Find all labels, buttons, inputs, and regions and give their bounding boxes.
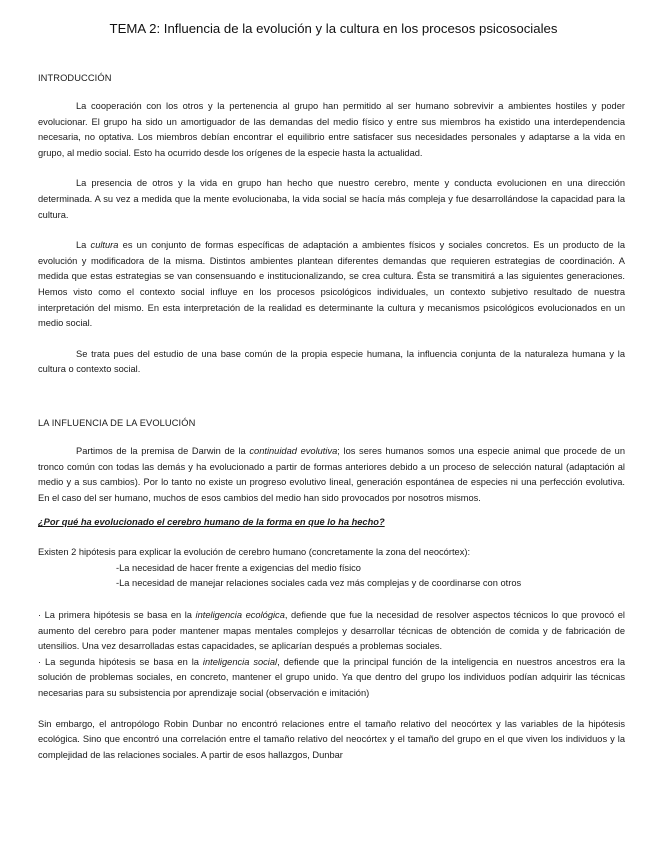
text-fragment: · La primera hipótesis se basa en la bbox=[38, 610, 196, 621]
text-fragment: , defiende que fue la necesidad de resolver aspectos técnicos lo que provocó el aumento del cerebro para poder mantener mapas mentales complejos y desarrollar técnicas de obtención de comida y de fabricación de utensilios. Una vez desarrolladas estas capacidades, se aplicarían después a problemas sociales. bbox=[38, 610, 625, 652]
paragraph-intro-2: La presencia de otros y la vida en grupo han hecho que nuestro cerebro, mente y conducta evolucionen en una dirección determinada. A su vez a medida que la mente evolucionaba, la vida social se hacía más compleja y fue desarrollándose la capacidad para la cultura. bbox=[38, 178, 625, 220]
text-fragment: Partimos de la premisa de Darwin de la bbox=[76, 445, 250, 456]
list-item: -La necesidad de manejar relaciones sociales cada vez más complejas y de coordinarse con otros bbox=[116, 578, 522, 589]
emphasis-continuidad-evolutiva: continuidad evolutiva bbox=[249, 445, 338, 456]
paragraph-intro-1: La cooperación con los otros y la pertenencia al grupo han permitido al ser humano sobrevivir a ambientes hostiles y poder evolucionar. El grupo ha sido un amortiguador de las demandas del medio físico y entre sus miembros ha existido una interdependencia necesaria, no optativa. Los miembros debían encontrar el equilibrio entre satisfacer sus necesidades personales y adaptarse a la vida en grupo, al medio social. Esto ha ocurrido desde los orígenes de la especie hasta la actualidad. bbox=[38, 101, 625, 158]
section-heading-evolucion: LA INFLUENCIA DE LA EVOLUCIÓN bbox=[38, 417, 196, 428]
paragraph-hypotheses-intro: Existen 2 hipótesis para explicar la evolución de cerebro humano (concretamente la zona del neocórtex): bbox=[38, 547, 471, 558]
paragraph-evolucion-1 bbox=[38, 444, 625, 506]
text-fragment: · La segunda hipótesis se basa en la bbox=[38, 656, 203, 667]
paragraph-hypothesis-social bbox=[38, 655, 625, 702]
text-fragment: ; los seres humanos somos una especie animal que procede de un tronco común con todas las demás y ha evolucionado a partir de formas anteriores debido a un proceso de selección natural (adaptación al medio y a sus cambios). Por lo tanto no existe un progreso evolutivo lineal, generación espontánea de especies ni una perfección evolutiva. En el caso del ser humano, muchos de esos cambios del medio han sido provocados por nosotros mismos. bbox=[38, 445, 625, 503]
paragraph-intro-3 bbox=[38, 238, 625, 332]
text-fragment: es un conjunto de formas específicas de adaptación a ambientes físicos y sociales concretos. Es un producto de la evolución y modificadora de la misma. Distintos ambientes plantean diferentes demandas que requieren estrategias de coordinación. A medida que estas estrategias se van consensuando e institucionalizando, se crea cultura. Ésta se transmitirá a las siguientes generaciones. Hemos visto como el contexto social influye en los procesos psicológicos individuales, un contexto subjetivo resultado de nuestra interpretación del mismo. En esta interpretación de la realidad es determinante la cultura y mecanismos psicológicos evolucionados en un medio social. bbox=[38, 240, 625, 329]
paragraph-intro-4: Se trata pues del estudio de una base común de la propia especie humana, la influencia conjunta de la naturaleza humana y la cultura o contexto social. bbox=[38, 348, 625, 375]
text-fragment: , defiende que la principal función de la inteligencia en nuestros ancestros era la solución de problemas sociales, en concreto, mantener el grupo unido. Ya que dentro del grupo los individuos podían adquirir las técnicas necesarias para su subsistencia por aprendizaje social (observación e imitación) bbox=[38, 656, 625, 699]
section-heading-introduccion: INTRODUCCIÓN bbox=[38, 73, 112, 83]
document-title: TEMA 2: Influencia de la evolución y la cultura en los procesos psicosociales bbox=[109, 21, 558, 36]
emphasis-inteligencia-social: inteligencia social bbox=[202, 656, 278, 667]
hypotheses-list bbox=[38, 561, 625, 592]
question-heading: ¿Por qué ha evolucionado el cerebro humano de la forma en que lo ha hecho? bbox=[38, 517, 385, 528]
emphasis-cultura: cultura bbox=[90, 240, 119, 251]
emphasis-inteligencia-ecologica: inteligencia ecológica bbox=[195, 610, 285, 621]
list-item: -La necesidad de hacer frente a exigencias del medio físico bbox=[116, 562, 361, 573]
text-fragment: La bbox=[76, 240, 91, 251]
paragraph-hypothesis-ecologica bbox=[38, 608, 625, 655]
paragraph-dunbar: Sin embargo, el antropólogo Robin Dunbar no encontró relaciones entre el tamaño relativo del neocórtex y las variables de la hipótesis ecológica. Sino que encontró una correlación entre el tamaño relativo del neocórtex y el tamaño del grupo en el que viven los individuos y la complejidad de las relaciones sociales. A partir de esos hallazgos, Dunbar bbox=[38, 718, 625, 760]
